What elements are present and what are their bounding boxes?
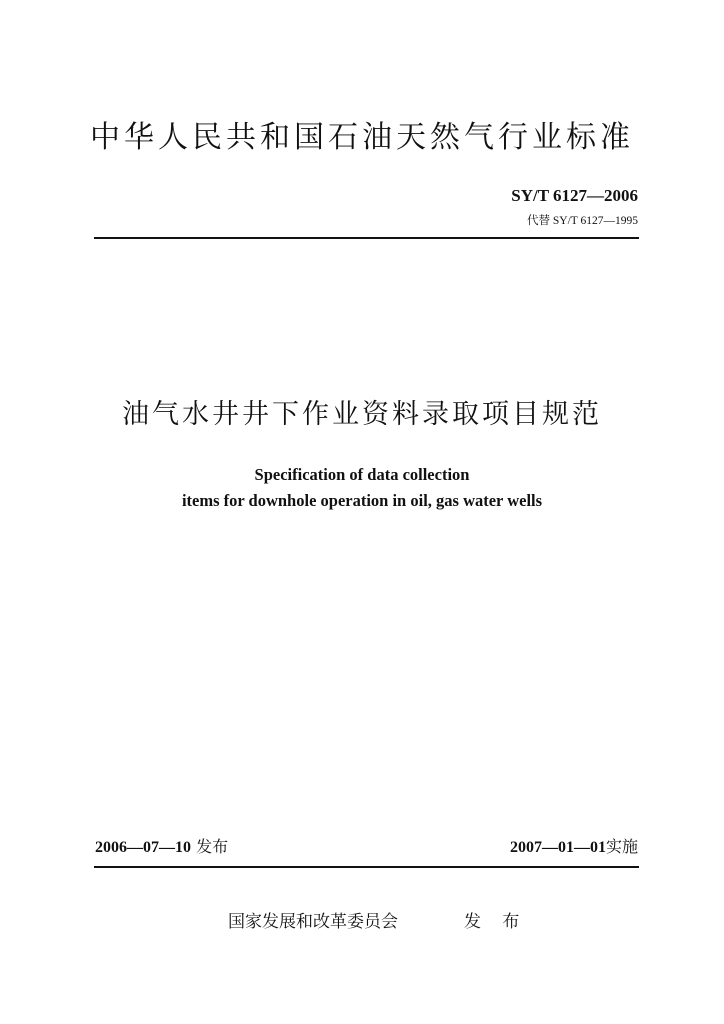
effective-label: 实施: [605, 837, 638, 856]
issue-label: 发布: [196, 837, 229, 856]
replaces-note: 代替 SY/T 6127—1995: [527, 215, 638, 227]
issue-date-block: [95, 834, 228, 857]
industry-standard-title: 中华人民共和国石油天然气行业标准: [90, 120, 634, 155]
english-title-line-2: items for downhole operation in oil, gas water wells: [181, 491, 543, 510]
issuing-authority: 国家发展和改革委员会: [228, 912, 398, 932]
issue-date: 2006—07—10: [95, 839, 191, 856]
effective-date: 2007—01—01: [509, 839, 606, 856]
top-divider: [94, 237, 639, 239]
standard-number: SY/T 6127—2006: [511, 186, 638, 205]
effective-date-block: [510, 834, 638, 857]
bottom-divider: [94, 866, 639, 868]
english-title: [0, 462, 724, 514]
english-title-line-1: Specification of data collection: [254, 465, 470, 484]
chinese-title: 油气水井井下作业资料录取项目规范: [122, 399, 602, 430]
issuing-action: 发 布: [464, 912, 528, 932]
